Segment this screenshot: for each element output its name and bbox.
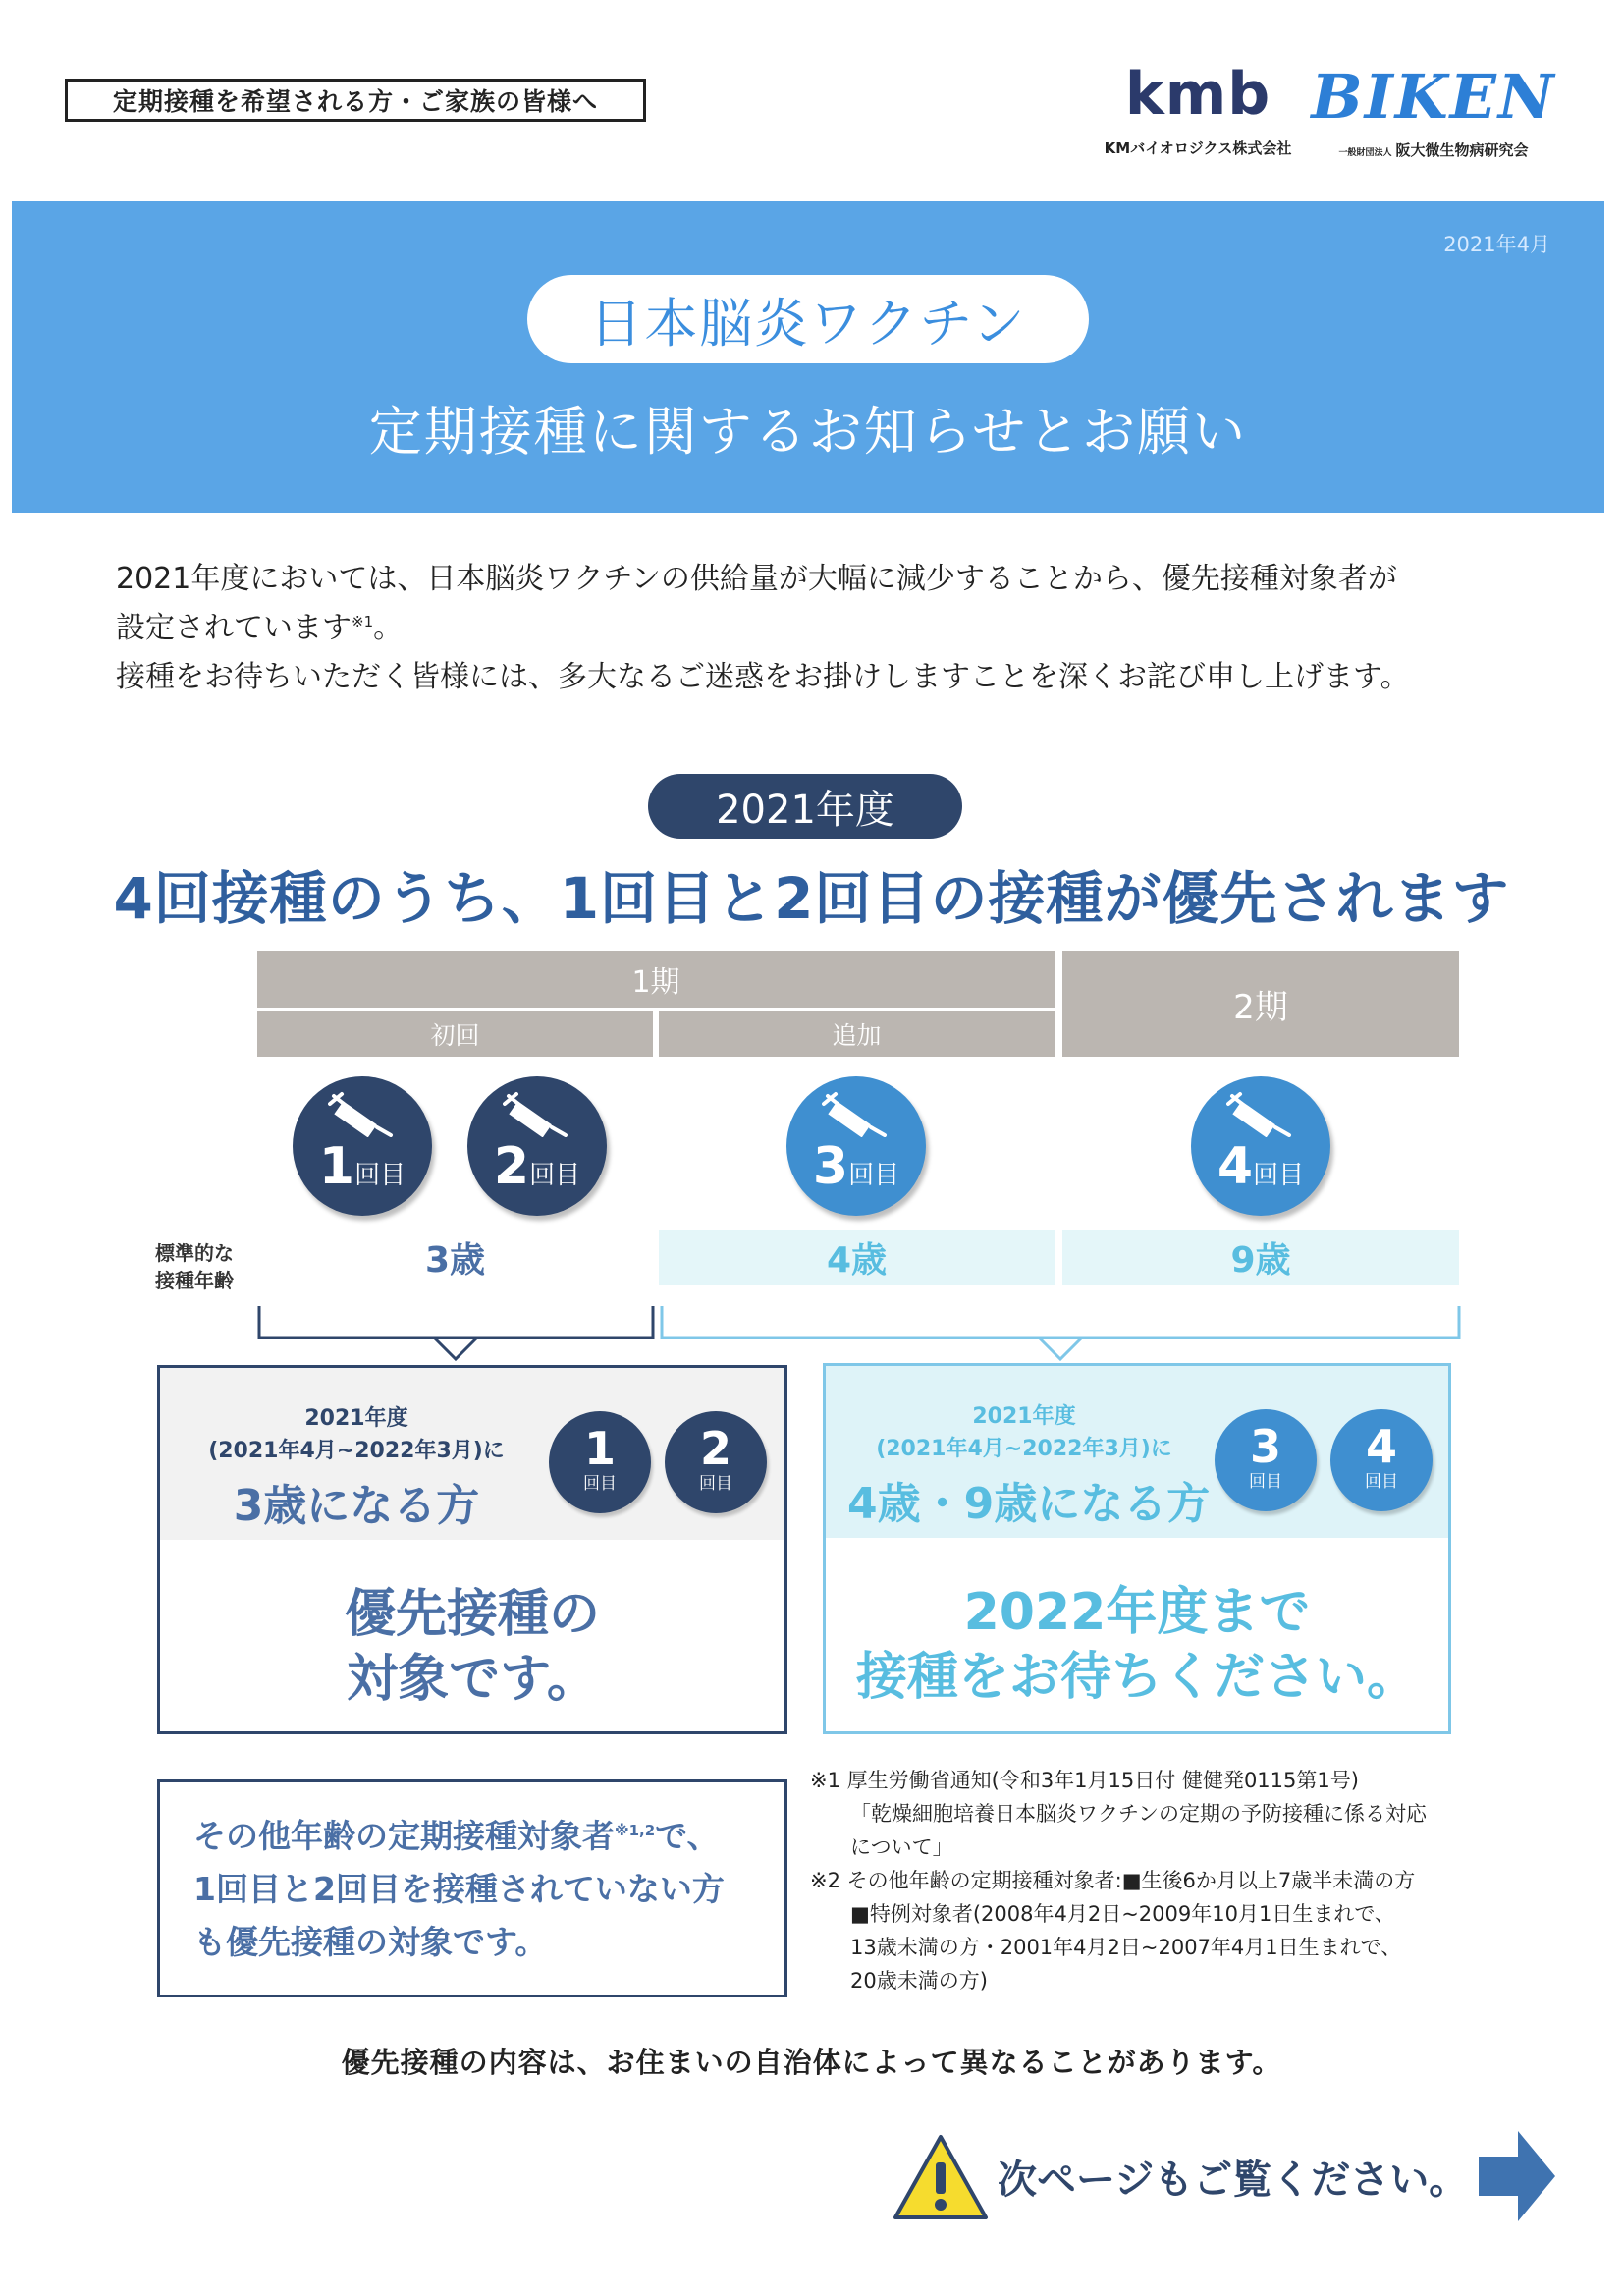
dose-unit: 回目 [1249, 1472, 1282, 1492]
notice-subtitle: 定期接種に関するお知らせとお願い [368, 401, 1248, 463]
priority-message-line-2: 対象です。 [347, 1650, 598, 1709]
other-age-box [157, 1779, 787, 1997]
biken-logo-mark: BIKEN [1311, 61, 1556, 133]
intro-line-3: 接種をお待ちいただく皆様には、多大なるご迷惑をお掛けしますことを深くお詫び申し上げます。 [116, 660, 1410, 694]
target-year: 2021年度 [304, 1406, 408, 1431]
footnote-2-line-3: 13歳未満の方・2001年4月2日~2007年4月1日生まれで、 [850, 1936, 1402, 1959]
footnote-2-line-4: 20歳未満の方) [850, 1969, 988, 1993]
footnote-1-line-3: について」 [850, 1835, 953, 1859]
intro-line-2-text: 設定されています [116, 611, 352, 645]
issue-date: 2021年4月 [1443, 233, 1550, 256]
biken-org-title: 阪大微生物病研究会 [1395, 141, 1529, 159]
other-age-line-1-text: その他年齢の定期接種対象者 [193, 1817, 615, 1855]
dose-number: 3 [812, 1137, 849, 1196]
target-age: 4歳・9歳になる方 [847, 1479, 1211, 1529]
wait-target-info [847, 1399, 1211, 1531]
other-age-line-2: 1回目と2回目を接種されていない方 [193, 1870, 725, 1908]
period-1-header: 1期 [257, 951, 1055, 1008]
dose-unit: 回目 [1365, 1472, 1398, 1492]
arrow-right-icon [1479, 2127, 1557, 2225]
warning-icon [892, 2133, 990, 2221]
footnote-2-line-1: ※2 その他年齢の定期接種対象者:■生後6か月以上7歳半未満の方 [810, 1869, 1416, 1892]
municipality-note: 優先接種の内容は、お住まいの自治体によって異なることがあります。 [341, 2046, 1282, 2079]
dose-unit: 回目 [354, 1161, 406, 1190]
next-page-text: 次ページもご覧ください。 [998, 2158, 1469, 2203]
biken-org-type: 一般財団法人 [1338, 148, 1392, 158]
dose-3-badge [1215, 1409, 1317, 1511]
dose-number: 2 [493, 1137, 530, 1196]
intro-line-1: 2021年度においては、日本脳炎ワクチンの供給量が大幅に減少することから、優先接種対象者が [116, 562, 1397, 596]
right-bracket-pointer [1039, 1338, 1082, 1359]
footnote-ref: ※1,2 [615, 1822, 656, 1839]
booster-header: 追加 [659, 1011, 1055, 1057]
footnote-2-line-2: ■特例対象者(2008年4月2日~2009年10月1日生まれで、 [850, 1902, 1395, 1926]
left-bracket-pointer [434, 1338, 477, 1359]
standard-age-label-line-1: 標準的な [155, 1241, 234, 1265]
dose-number: 2 [699, 1422, 731, 1475]
target-year: 2021年度 [972, 1404, 1076, 1429]
other-age-line-1-end: で、 [655, 1817, 720, 1855]
age-cell-period-2: 9歳 [1062, 1230, 1459, 1285]
initial-header: 初回 [257, 1011, 653, 1057]
right-bracket [662, 1306, 1459, 1338]
period-2-header: 2期 [1062, 951, 1459, 1057]
audience-label: 定期接種を希望される方・ご家族の皆様へ [65, 79, 646, 122]
dose-unit: 回目 [583, 1474, 617, 1494]
priority-target-info [189, 1401, 523, 1533]
dose-1-badge [549, 1411, 651, 1513]
standard-age-label-line-2: 接種年齢 [155, 1269, 234, 1292]
kmb-logo-mark: kmb [1124, 60, 1271, 129]
age-cell-initial: 3歳 [424, 1239, 486, 1281]
dose-unit: 回目 [1253, 1161, 1305, 1190]
other-age-line-1 [193, 1810, 784, 1863]
wait-target-box [823, 1363, 1451, 1734]
dose-unit: 回目 [529, 1161, 581, 1190]
priority-target-box [157, 1365, 787, 1734]
other-age-line-3: も優先接種の対象です。 [193, 1923, 548, 1961]
dose-number: 4 [1365, 1420, 1397, 1473]
wait-message-line-1: 2022年度まで [963, 1583, 1311, 1642]
dose-4-badge [1330, 1409, 1433, 1511]
target-range: (2021年4月~2022年3月)に [876, 1437, 1172, 1461]
wait-message-line-2: 接種をお待ちください。 [855, 1648, 1418, 1707]
footnote-1-line-1: ※1 厚生労働省通知(令和3年1月15日付 健健発0115第1号) [810, 1769, 1359, 1792]
dose-number: 3 [1249, 1420, 1281, 1473]
dose-number: 1 [583, 1422, 616, 1475]
target-range: (2021年4月~2022年3月)に [208, 1439, 505, 1463]
dose-number: 1 [318, 1137, 355, 1196]
priority-message [160, 1582, 784, 1712]
dose-unit: 回目 [699, 1474, 732, 1494]
intro-line-2-end: 。 [373, 611, 404, 645]
left-bracket [259, 1306, 653, 1338]
fiscal-year-pill: 2021年度 [648, 774, 962, 839]
age-cell-booster: 4歳 [659, 1230, 1055, 1285]
priority-message-line-1: 優先接種の [344, 1585, 600, 1644]
priority-headline: 4回接種のうち、1回目と2回目の接種が優先されます [113, 865, 1510, 932]
dose-number: 4 [1217, 1137, 1254, 1196]
target-age: 3歳になる方 [233, 1481, 480, 1531]
vaccine-title: 日本脳炎ワクチン [527, 275, 1089, 363]
footnote-1-line-2: 「乾燥細胞培養日本脳炎ワクチンの定期の予防接種に係る対応 [850, 1802, 1427, 1826]
kmb-company-name: KMバイオロジクス株式会社 [1104, 139, 1292, 157]
wait-message [826, 1580, 1448, 1710]
footnote-ref: ※1 [352, 613, 374, 630]
dose-unit: 回目 [848, 1161, 900, 1190]
dose-2-badge [665, 1411, 767, 1513]
